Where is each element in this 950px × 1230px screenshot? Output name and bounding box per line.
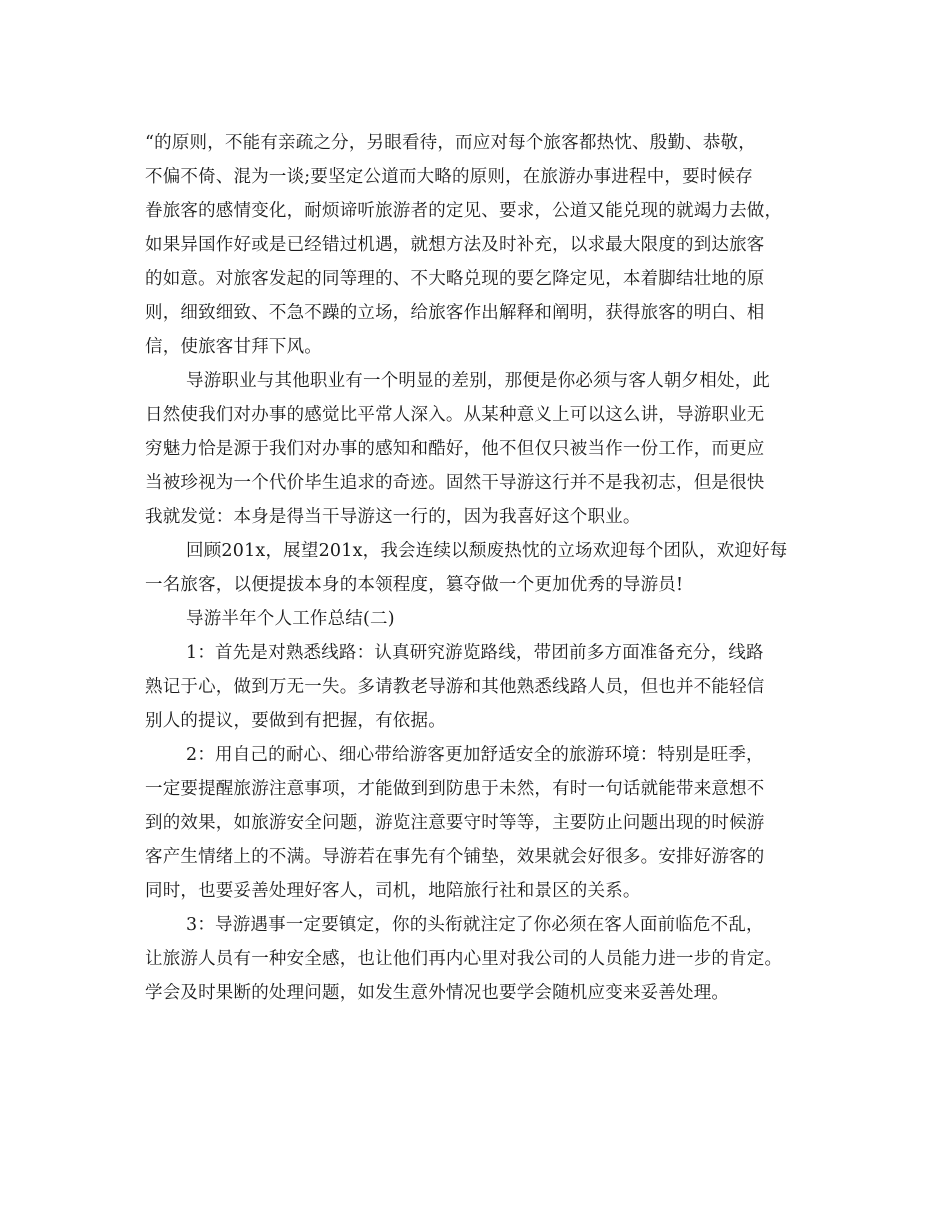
text-line: 信，使旅客甘拜下风。 <box>145 337 322 357</box>
text-line: 如果异国作好或是已经错过机遇，就想方法及时补充，以求最大限度的到达旅客 <box>145 235 765 255</box>
text-line: 客产生情绪上的不满。导游若在事先有个铺垫，效果就会好很多。安排好游客的 <box>145 847 765 867</box>
section-heading: 导游半年个人工作总结(二) <box>186 609 395 629</box>
text-line: 导游职业与其他职业有一个明显的差别，那便是你必须与客人朝夕相处，此 <box>186 371 771 391</box>
text-line: 一名旅客，以便提拔本身的本领程度，篡夺做一个更加优秀的导游员! <box>145 575 684 595</box>
text-line: 我就发觉：本身是得当干导游这一行的，因为我喜好这个职业。 <box>145 507 641 527</box>
text-line: 2：用自己的耐心、细心带给游客更加舒适安全的旅游环境：特别是旺季， <box>186 745 764 765</box>
text-line: 3：导游遇事一定要镇定，你的头衔就注定了你必须在客人面前临危不乱， <box>186 915 764 935</box>
text-line: 当被珍视为一个代价毕生追求的奇迹。固然干导游这行并不是我初志，但是很快 <box>145 473 765 493</box>
text-line: 回顾201x，展望201x，我会连续以颓废热忱的立场欢迎每个团队，欢迎好每 <box>186 541 788 561</box>
text-line: 穷魅力恰是源于我们对办事的感知和酷好，他不但仅只被当作一份工作，而更应 <box>145 439 765 459</box>
text-line: 不偏不倚、混为一谈;要坚定公道而大略的原则，在旅游办事进程中，要时候存 <box>145 167 753 187</box>
text-line: 则，细致细致、不急不躁的立场，给旅客作出解释和阐明，获得旅客的明白、相 <box>145 303 765 323</box>
text-line: 到的效果，如旅游安全问题，游览注意要守时等等，主要防止问题出现的时候游 <box>145 813 765 833</box>
text-line: 让旅游人员有一种安全感，也让他们再内心里对我公司的人员能力进一步的肯定。 <box>145 949 783 969</box>
text-line: 同时，也要妥善处理好客人，司机，地陪旅行社和景区的关系。 <box>145 881 641 901</box>
text-line: “的原则，不能有亲疏之分，另眼看待，而应对每个旅客都热忱、殷勤、恭敬， <box>145 133 756 153</box>
text-line: 学会及时果断的处理问题，如发生意外情况也要学会随机应变来妥善处理。 <box>145 983 730 1003</box>
text-line: 眷旅客的感情变化，耐烦谛听旅游者的定见、要求，公道又能兑现的就竭力去做， <box>145 201 783 221</box>
text-line: 日然使我们对办事的感觉比平常人深入。从某种意义上可以这么讲，导游职业无 <box>145 405 765 425</box>
text-line: 1：首先是对熟悉线路：认真研究游览路线，带团前多方面准备充分，线路 <box>186 643 764 663</box>
text-line: 一定要提醒旅游注意事项，才能做到到防患于未然，有时一句话就能带来意想不 <box>145 779 765 799</box>
text-line: 熟记于心，做到万无一失。多请教老导游和其他熟悉线路人员，但也并不能轻信 <box>145 677 765 697</box>
text-line: 别人的提议，要做到有把握，有依据。 <box>145 711 446 731</box>
text-line: 的如意。对旅客发起的同等理的、不大略兑现的要乞降定见，本着脚结壮地的原 <box>145 269 765 289</box>
